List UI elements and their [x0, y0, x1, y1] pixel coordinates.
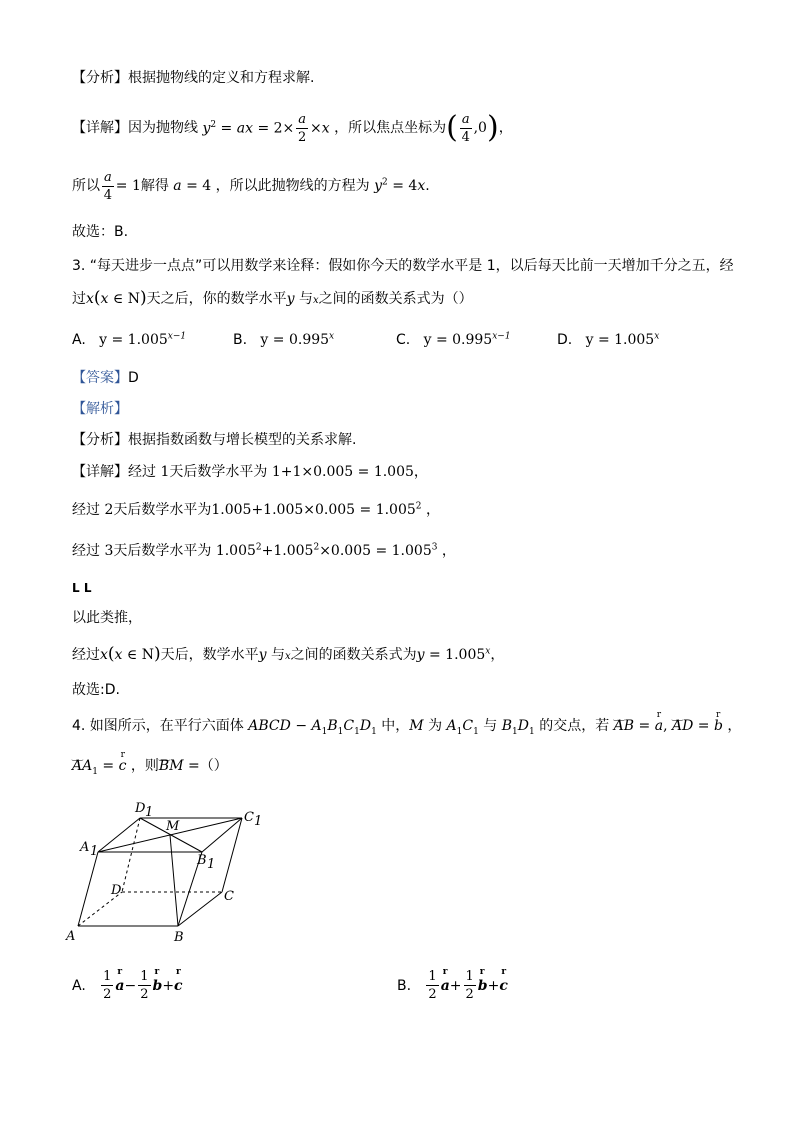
step-eq-b: +1.005: [261, 543, 314, 559]
label-c: C: [224, 889, 234, 904]
q4-line2-text-b: =（）: [187, 758, 228, 774]
answer-tag: 【答案】: [72, 370, 128, 386]
option-base: y = 0.995: [260, 332, 330, 348]
q4-text-c: 为: [428, 718, 443, 734]
step-eq-a: 1.005: [215, 543, 256, 559]
analysis-line-1: [72, 68, 314, 88]
so-text-c: ，所以此抛物线的方程为: [215, 178, 370, 194]
infer-line: [72, 608, 142, 628]
q4-text-b: 中，: [381, 718, 410, 734]
analysis-line-2: [72, 430, 356, 450]
q4-line-1: 4. 如图所示，在平行六面体 ABCD − $A_1B_1C_1D_1$ 中，M 为 $A_1C_1$ 与 $B_1D_1$ 的交点，若 ‿‿ AB = r a, ‿‿ AD = r b ，: [72, 716, 741, 736]
ellipsis-mark: [72, 578, 91, 598]
conclude-line: 经过x(x ∈ N)天后，数学水平y 与x之间的函数关系式为$y = 1.005^x$，: [72, 644, 505, 664]
parabola-eq: $y^2$ = ax = 2× $\frac{a}{2}$ ×x: [198, 111, 335, 145]
label-b: B: [174, 930, 184, 945]
q4-text-e: 的交点，若: [539, 718, 610, 734]
comma: ，: [425, 502, 440, 518]
step-text-b: 天后数学水平为: [113, 543, 212, 559]
step-equation: 1+1×0.005 = 1.005: [271, 464, 414, 480]
choose-line-1: [72, 222, 128, 242]
detail-step-3: 经过 3天后数学水平为 $1.005^2+1.005^2\times 0.005 = 1.005^3$ ，: [72, 542, 456, 559]
comma: ，: [441, 543, 456, 559]
ellipsis-text: L L: [72, 581, 92, 595]
explain-line: [72, 399, 128, 419]
step-text-a: 经过: [72, 543, 100, 559]
option-exp: x−1: [167, 331, 187, 342]
explain-tag: 【解析】: [72, 401, 128, 417]
day-number: 2: [104, 502, 114, 518]
detail-label: 【详解】: [72, 120, 128, 136]
label-d1: D: [135, 801, 146, 816]
analysis-text-2: 【分析】根据指数函数与增长模型的关系求解.: [72, 432, 357, 448]
q3-text-d: 之间的函数关系式为（）: [318, 291, 473, 307]
q3-text-a: 过: [72, 291, 86, 307]
label-c1: C: [244, 810, 254, 825]
detail-text-b: ，所以焦点坐标为: [334, 120, 447, 136]
label-c1-sub: 1: [254, 814, 263, 829]
q3-option-d[interactable]: [557, 332, 659, 348]
detail-line-1: 【详解】 因为抛物线 $y^2$ = ax = 2× $\frac{a}{2}$ ×x ，所以焦点坐标为 ( $\frac{a}{4}$ ,0 ) ，: [72, 110, 513, 145]
option-letter: D.: [557, 332, 573, 348]
q4-option-a[interactable]: A. $\frac{1}{2}$ r a − $\frac{1}{2}$ r b + r c: [72, 968, 183, 1003]
comma: ，: [413, 464, 428, 480]
detail-label-2: 【详解】经过: [72, 464, 156, 480]
choose-line-2: [72, 680, 120, 700]
comma: ，: [490, 647, 505, 663]
option-letter: A.: [72, 332, 86, 348]
option-sign-1: +: [449, 977, 462, 994]
label-d: D: [111, 883, 122, 898]
solve-text: 解得: [140, 178, 169, 194]
label-a1-sub: 1: [90, 844, 99, 859]
option-sign-2: +: [162, 977, 175, 994]
detail-step-2: 经过 2天后数学水平为$1.005+1.005\times 0.005 = 1.005^2$ ，: [72, 501, 440, 518]
conclude-text-d: 之间的函数关系式为: [290, 647, 417, 663]
option-letter: B.: [233, 332, 248, 348]
detail-step-1: [72, 462, 428, 482]
choose-text-2: 故选:D.: [72, 682, 120, 698]
q3-text: 3. “每天进步一点点”可以用数学来诠释：假如你今天的数学水平是 1，以后每天比前一天增加千分之五，经: [72, 258, 734, 274]
day-number: 1: [160, 464, 170, 480]
q3-text-c: 与: [298, 291, 313, 307]
q3-line-1: [72, 256, 734, 276]
option-exp: x−1: [492, 331, 511, 342]
q4-text-d: 与: [483, 718, 498, 734]
q4-line2-text-a: ，则: [130, 758, 159, 774]
step-text-b: 天后数学水平为: [113, 502, 212, 518]
label-d1-sub: 1: [145, 805, 154, 820]
option-letter: C.: [396, 332, 411, 348]
conclude-text-c: 与: [270, 647, 285, 663]
analysis-text: 【分析】根据抛物线的定义和方程求解.: [72, 70, 315, 86]
q4-text-a: 4. 如图所示，在平行六面体: [72, 718, 244, 734]
step-text-a: 经过: [72, 502, 100, 518]
step-equation: 1.005+1.005×0.005 = 1.005: [211, 502, 416, 518]
q3-option-c[interactable]: [396, 332, 511, 348]
so-text: 所以: [72, 178, 100, 194]
choose-text: 故选：B.: [72, 224, 129, 240]
conclude-text-b: 天后，数学水平: [160, 647, 259, 663]
option-base: y = 1.005: [99, 332, 168, 348]
period: .: [425, 178, 430, 194]
q4-option-b[interactable]: B. $\frac{1}{2}$ r a + $\frac{1}{2}$ r b + r c: [397, 968, 508, 1003]
option-sign-2: +: [487, 977, 500, 994]
detail-step-text: 天后数学水平为: [169, 464, 268, 480]
day-number: 3: [104, 543, 114, 559]
step-eq-c: ×0.005 = 1.005: [319, 543, 432, 559]
label-a1: A: [80, 840, 90, 855]
q3-option-b[interactable]: [233, 332, 334, 348]
label-b1-sub: 1: [207, 857, 216, 872]
label-m: M: [166, 819, 180, 834]
q3-text-b: 天之后，你的数学水平: [146, 291, 287, 307]
q3-line-2: 过x(x ∈ N)天之后，你的数学水平y 与x之间的函数关系式为（）: [72, 288, 473, 308]
option-base: y = 1.005: [585, 332, 655, 348]
option-exp: x: [329, 331, 335, 342]
label-b1: B: [197, 853, 207, 868]
conclude-text-a: 经过: [72, 647, 100, 663]
option-letter: B.: [397, 977, 412, 994]
answer-line: [72, 368, 139, 388]
option-exp: x: [654, 331, 660, 342]
detail-line-2: 所以 $\frac{a}{4}$ = 1 解得 a = 4 ，所以此抛物线的方程为 $y^2 = 4x$ .: [72, 169, 430, 203]
infer-text: 以此类推，: [72, 610, 142, 626]
answer-value: D: [128, 370, 139, 386]
option-base: y = 0.995: [423, 332, 493, 348]
detail-text: 因为抛物线: [128, 120, 198, 136]
detail-text-c: ，: [498, 120, 513, 136]
option-letter: A.: [72, 977, 86, 994]
q3-option-a[interactable]: [72, 332, 186, 348]
parallelepiped-figure: [66, 796, 270, 946]
option-sign-1: −: [124, 977, 137, 994]
label-a: A: [66, 929, 76, 944]
q4-line-2: ‿‿ $AA_1 = r$ c ，则‿‿ BM =（）: [72, 756, 228, 776]
